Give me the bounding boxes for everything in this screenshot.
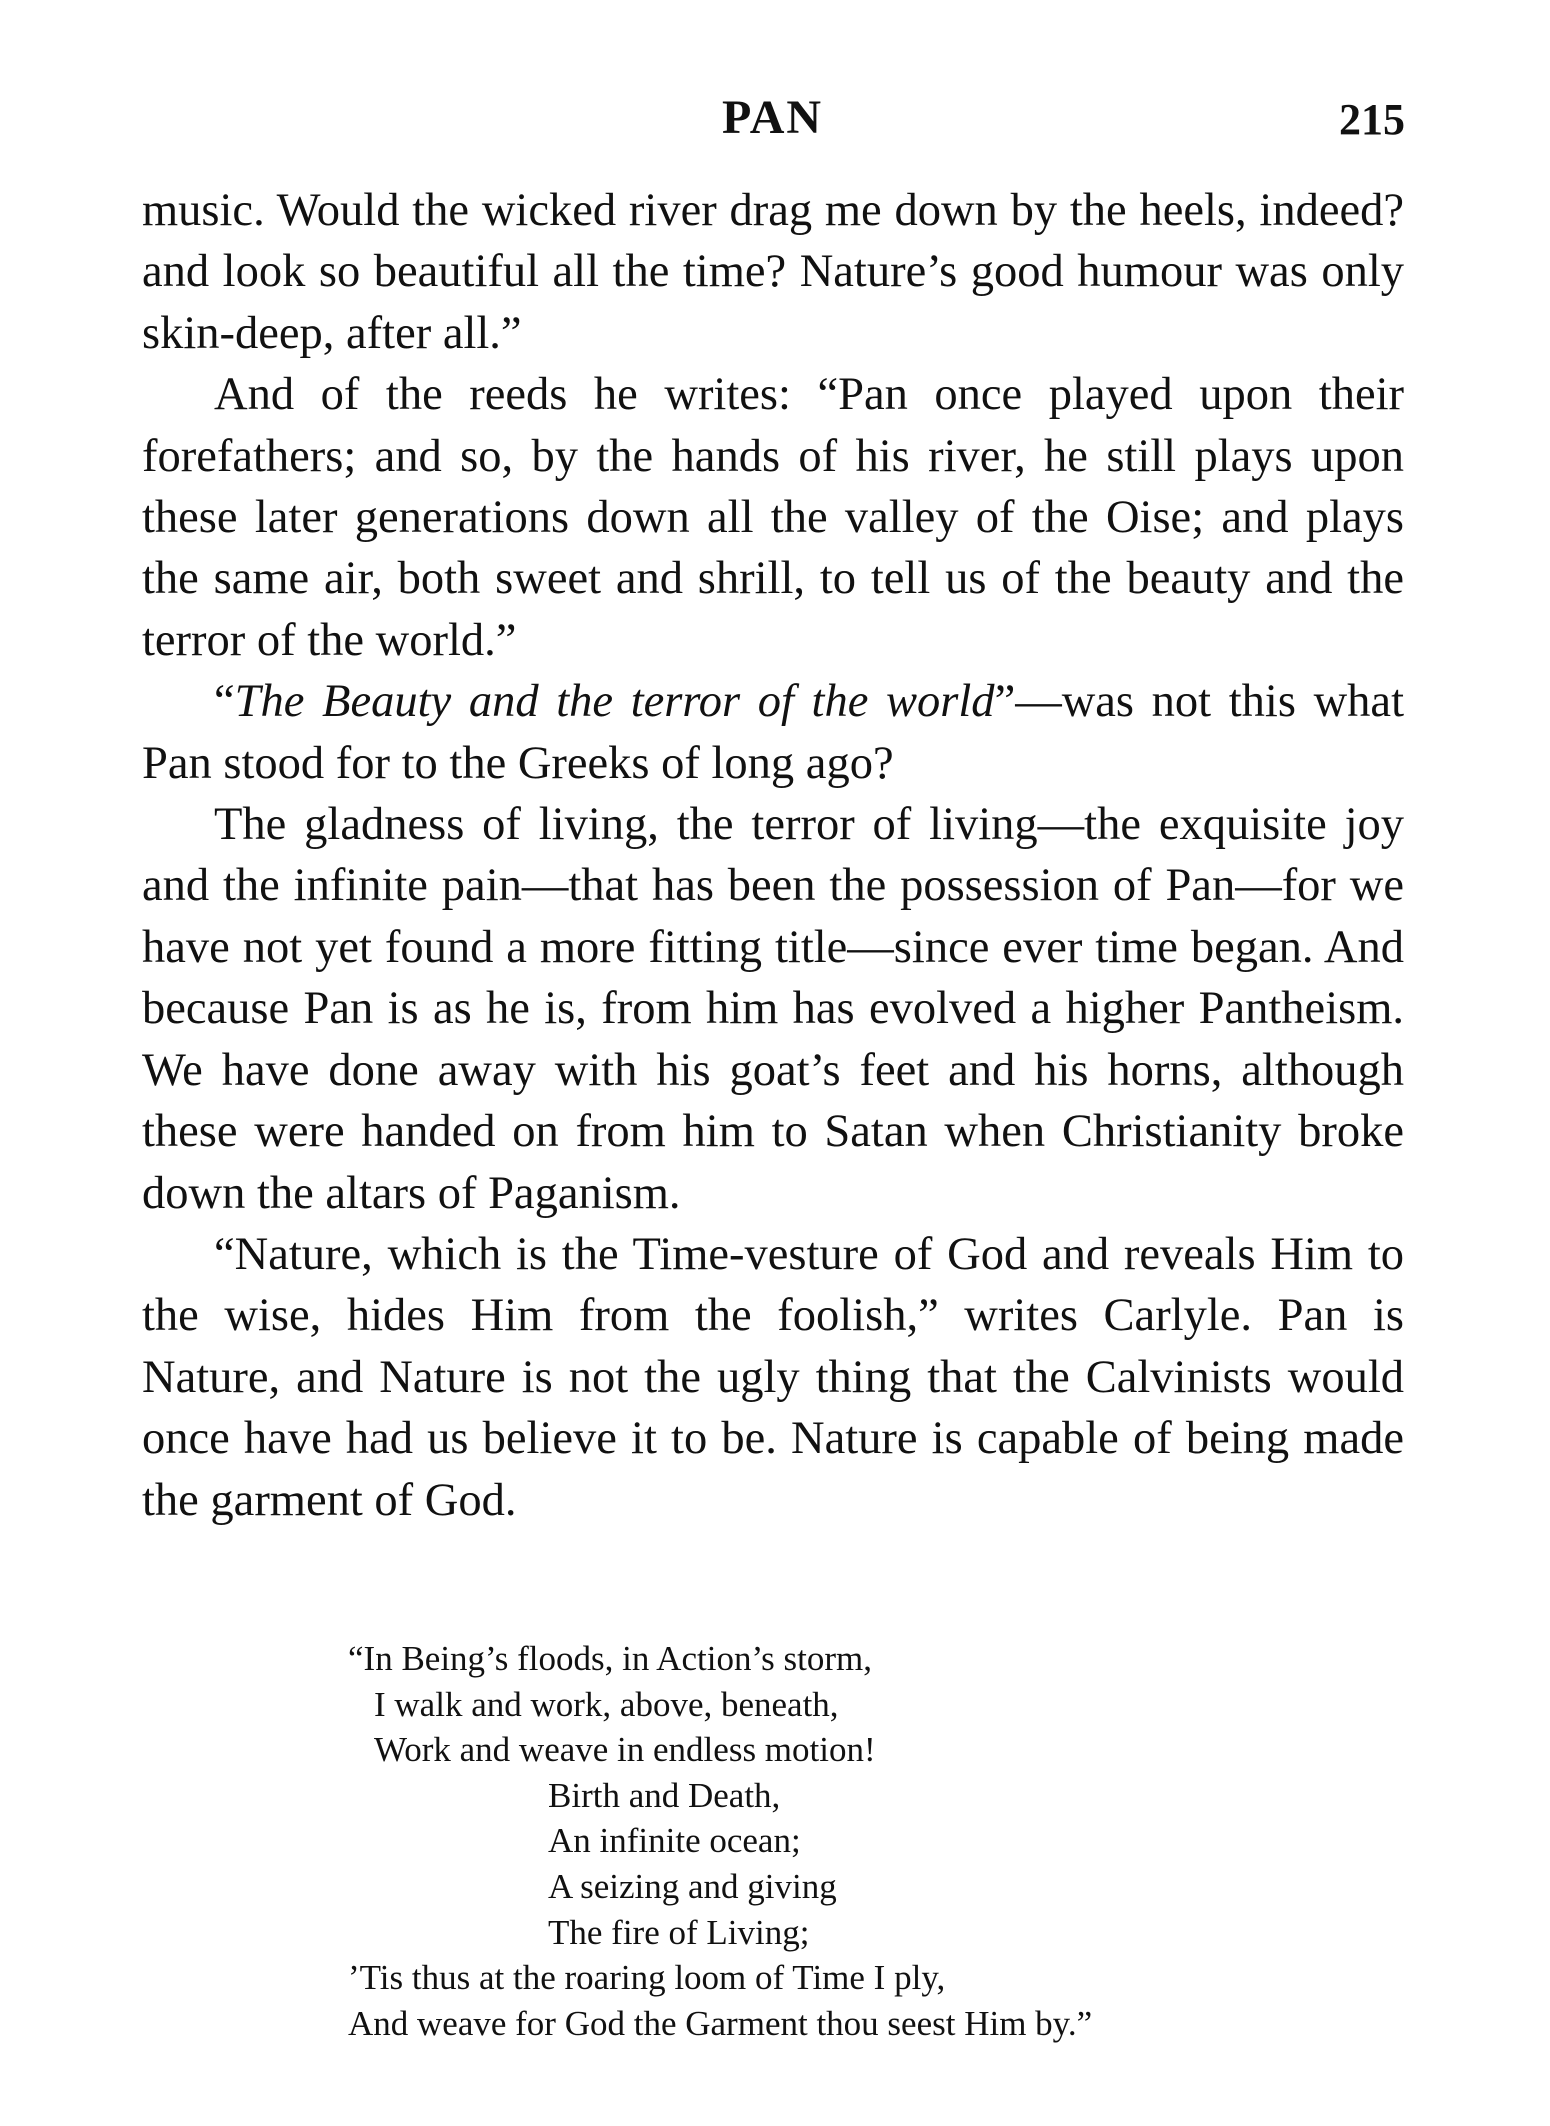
poem-line: I walk and work, above, beneath, bbox=[374, 1684, 839, 1724]
running-head bbox=[140, 90, 1405, 150]
paragraph-1: music. Would the wicked river drag me down by the heels, indeed? and look so beautiful all the time? Nature’s good humour was only skin-deep, after all.” bbox=[142, 185, 1404, 359]
paragraph-3-open-quote: “ bbox=[214, 676, 235, 728]
poem-quotation bbox=[348, 1636, 1348, 2046]
paragraph-3-italic-quote: The Beauty and the terror of the world bbox=[234, 676, 995, 728]
running-title: PAN bbox=[721, 91, 824, 144]
poem-line: An infinite ocean; bbox=[548, 1821, 801, 1861]
paragraph-2: And of the reeds he writes: “Pan once played upon their forefathers; and so, by the hands of his river, he still plays upon these later generations down all the valley of the Oise; and plays the same air, both sweet and shrill, to tell us of the beauty and the terror of the world.” bbox=[142, 369, 1404, 666]
paragraph-5: “Nature, which is the Time-vesture of God and reveals Him to the wise, hides Him from the foolish,” writes Carlyle. Pan is Nature, and Nature is not the ugly thing that the Calvinists would once have had us believe it to be. Nature is capable of being made the garment of God. bbox=[142, 1228, 1404, 1526]
poem-line: The fire of Living; bbox=[548, 1912, 810, 1952]
poem-line: A seizing and giving bbox=[548, 1866, 837, 1906]
poem-line: Work and weave in endless motion! bbox=[374, 1730, 876, 1770]
paragraph-3-rest: ”—was not this what Pan stood for to the Greeks of long ago? bbox=[142, 676, 1404, 789]
page-number: 215 bbox=[1339, 95, 1405, 144]
poem-line: And weave for God the Garment thou seest Him by.” bbox=[348, 2003, 1093, 2043]
paragraph-3 bbox=[142, 671, 1404, 794]
poem-line: ’Tis thus at the roaring loom of Time I ply, bbox=[348, 1958, 946, 1998]
body-text bbox=[142, 180, 1404, 1531]
paragraph-4: The gladness of living, the terror of living—the exquisite joy and the infinite pain—that has been the possession of Pan—for we have not yet found a more fitting title—since ever time began. And because Pan is as he is, from him has evolved a higher Pantheism. We have done away with his goat’s feet and his horns, although these were handed on from him to Satan when Christianity broke down the altars of Paganism. bbox=[142, 799, 1404, 1219]
poem-line: “In Being’s floods, in Action’s storm, bbox=[348, 1639, 873, 1678]
poem-line: Birth and Death, bbox=[548, 1775, 781, 1815]
